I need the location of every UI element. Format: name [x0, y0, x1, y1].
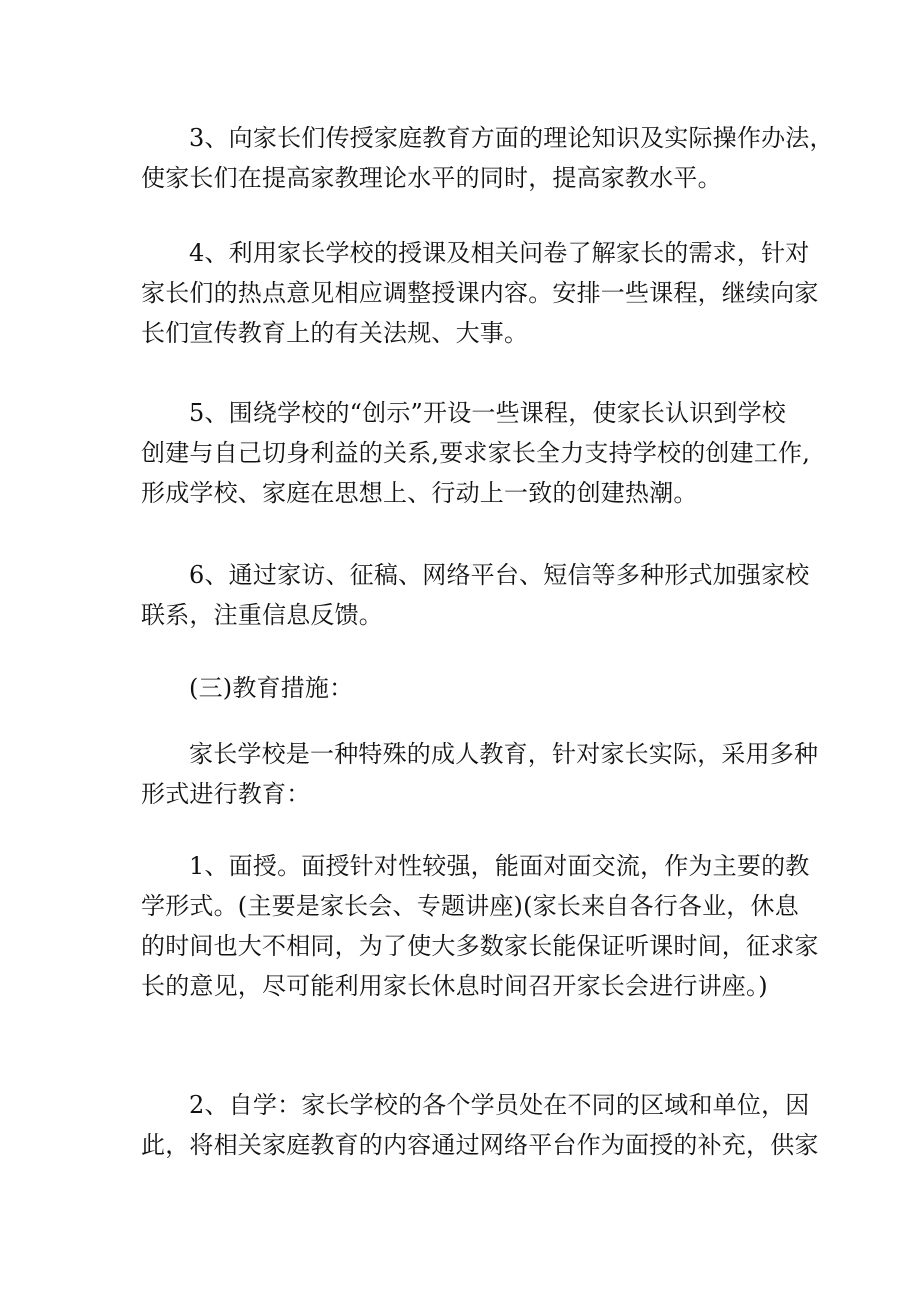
- paragraph-line: 家长学校是一种特殊的成人教育，针对家长实际，采用多种: [189, 740, 819, 768]
- section-heading-line: (三)教育措施：: [189, 674, 354, 702]
- paragraph-line: 5、围绕学校的“创示”开设一些课程，使家长认识到学校: [189, 399, 787, 427]
- paragraph-line: 联系，注重信息反馈。: [141, 601, 383, 629]
- paragraph-line: 的时间也大不相同，为了使大多数家长能保证听课时间，征求家: [141, 932, 819, 960]
- measure-item-1: [141, 846, 819, 1006]
- paragraph-line: 形式进行教育：: [141, 780, 311, 808]
- paragraph-line: 长的意见，尽可能利用家长休息时间召开家长会进行讲座。): [141, 972, 768, 1000]
- paragraph-line: 创建与自己切身利益的关系,要求家长全力支持学校的创建工作,: [141, 439, 811, 467]
- paragraph-item-4: [141, 233, 819, 353]
- paragraph-line: 此，将相关家庭教育的内容通过网络平台作为面授的补充，供家: [141, 1131, 819, 1159]
- paragraph-line: 3、向家长们传授家庭教育方面的理论知识及实际操作办法，: [189, 124, 834, 152]
- paragraph-line: 6、通过家访、征稿、网络平台、短信等多种形式加强家校: [189, 561, 810, 589]
- paragraph-line: 使家长们在提高家教理论水平的同时，提高家教水平。: [141, 164, 722, 192]
- intro-paragraph: [141, 734, 819, 814]
- paragraph-item-5: [141, 393, 811, 513]
- paragraph-line: 2、自学：家长学校的各个学员处在不同的区域和单位，因: [189, 1091, 810, 1119]
- paragraph-item-6: [141, 555, 810, 635]
- paragraph-line: 形成学校、家庭在思想上、行动上一致的创建热潮。: [141, 479, 698, 507]
- paragraph-line: 长们宣传教育上的有关法规、大事。: [141, 319, 529, 347]
- section-heading: [141, 668, 781, 708]
- measure-item-2: [141, 1085, 819, 1165]
- paragraph-line: 1、面授。面授针对性较强，能面对面交流，作为主要的教: [189, 852, 810, 880]
- paragraph-item-3: [141, 118, 834, 198]
- paragraph-line: 4、利用家长学校的授课及相关问卷了解家长的需求，针对: [189, 239, 810, 267]
- paragraph-line: 家长们的热点意见相应调整授课内容。安排一些课程，继续向家: [141, 279, 819, 307]
- paragraph-line: 学形式。(主要是家长会、专题讲座)(家长来自各行各业，休息: [141, 892, 799, 920]
